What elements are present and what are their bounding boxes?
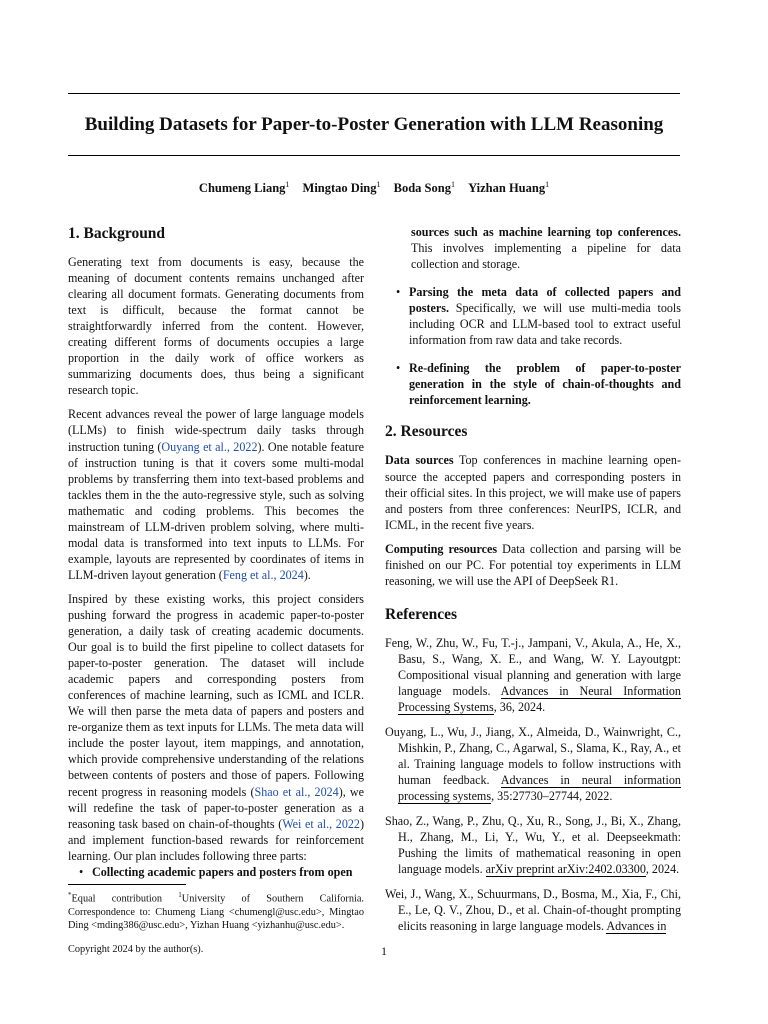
top-rule bbox=[68, 93, 680, 94]
reference-venue-link[interactable]: Advances in neural information processing systems bbox=[398, 772, 681, 803]
computing-resources-paragraph: Computing resources Data collection and parsing will be finished on our PC. For potential toy experiments in LLM reasoning, we will use the API of DeepSeek R1. bbox=[385, 541, 681, 588]
background-heading: 1. Background bbox=[68, 225, 166, 242]
author-name: Chumeng Liang$^1$ bbox=[198, 180, 290, 196]
citation-link[interactable]: Wei et al., 2022 bbox=[282, 816, 360, 831]
reference-entry: Wei, J., Wang, X., Schuurmans, D., Bosma, M., Xia, F., Chi, E., Le, Q. V., Zhou, D., et al. Chain-of-thought prompting elicits reasoning in large language models. Advances in bbox=[385, 886, 681, 933]
background-paragraph-1: Generating text from documents is easy, because the meaning of document contents remains unchanged after clearing all document formats. Generating documents from text is difficult, because the format cannot be straightforwardly inferred from the content. However, creating different forms of documents occupies a large proportion in the daily work of office workers as summarizing documents does, thus being a significant research topic. bbox=[68, 255, 364, 398]
reference-venue-link[interactable]: Advances in Neural Information Processing Systems bbox=[398, 683, 681, 714]
footnote: *Equal contribution $^1$University of Southern California. Correspondence to: Chumeng Liang <chumengl@usc.edu>, Mingtao Ding <mding386@usc.edu>, Yizhan Huang <yizhanhu@usc.edu>. bbox=[68, 890, 364, 932]
right-column bbox=[385, 224, 681, 943]
footnote-rule bbox=[68, 884, 186, 885]
resources-heading: 2. Resources bbox=[385, 423, 468, 441]
references-heading: References bbox=[385, 605, 458, 623]
citation-link[interactable]: Ouyang et al., 2022 bbox=[161, 439, 258, 454]
page-number: 1 bbox=[381, 944, 387, 958]
background-paragraph-3: Inspired by these existing works, this project considers pushing forward the progress in academic paper-to-poster generation, a daily task of creating academic documents. Our goal is to build the first pipeline to collect datasets for paper-to-poster generation. The dataset will include academic papers and corresponding posters from conferences of machine learning, such as ICML and ICLR. We will then parse the meta data of papers and posters and re-organize them as text inputs for LLMs. The meta data will include the poster layout, item mappings, and annotation, which provide comprehensive understanding of the relations between contents of posters and those of papers. Following recent progress in reasoning models (Shao et al., 2024), we will redefine the task of paper-to-poster generation as a reasoning task based on chain-of-thoughts (Wei et al., 2022) and implement function-based rewards for reinforcement learning. Our plan includes following three parts: bbox=[68, 591, 364, 863]
reference-venue-link[interactable]: Advances in bbox=[606, 918, 667, 933]
author-list bbox=[68, 180, 680, 196]
plan-item: • Parsing the meta data of collected papers and posters. Specifically, we will use multi-media tools including OCR and LLM-based tool to extract useful information from raw data and take records. bbox=[409, 284, 681, 348]
background-paragraph-2: Recent advances reveal the power of large language models (LLMs) to finish wide-spectrum daily tasks through instruction tuning (Ouyang et al., 2022). One notable feature of instruction tuning is that it covers some multi-modal problems by transferring them into text-based problems and tackles them in the the auto-regressive style, such as solving mathematic and coding problems. This becomes the mainstream of LLM-driven problem solving, where multi-modal data is transformed into text inputs to LLMs. For example, layouts are represented by coordinates of items in LLM-driven layout generation (Feng et al., 2024). bbox=[68, 407, 364, 582]
citation-link[interactable]: Shao et al., 2024 bbox=[254, 784, 339, 799]
reference-entry: Ouyang, L., Wu, J., Jiang, X., Almeida, D., Wainwright, C., Mishkin, P., Zhang, C., Agarwal, S., Slama, K., Ray, A., et al. Training language models to follow instructions with human feedback. Advances in neural information processing systems, 35:27730–27744, 2022. bbox=[385, 724, 681, 803]
citation-link[interactable]: Feng et al., 2024 bbox=[222, 567, 304, 582]
author-name: Yizhan Huang$^1$ bbox=[468, 180, 550, 196]
reference-entry: Shao, Z., Wang, P., Zhu, Q., Xu, R., Song, J., Bi, X., Zhang, H., Zhang, M., Li, Y., Wu, Y., et al. Deepseekmath: Pushing the limits of mathematical reasoning in open language models. arXiv preprint arXiv:2402.03300, 2024. bbox=[385, 813, 681, 876]
paper-title: Building Datasets for Paper-to-Poster Generation with LLM Reasoning bbox=[84, 114, 664, 135]
reference-entry: Feng, W., Zhu, W., Fu, T.-j., Jampani, V., Akula, A., He, X., Basu, S., Wang, X. E., and Wang, W. Y. Layoutgpt: Compositional visual planning and generation with large language models. Advances in Neural Information Processing Systems, 36, 2024. bbox=[385, 635, 681, 714]
title-bottom-rule bbox=[68, 155, 680, 156]
plan-list bbox=[68, 864, 364, 880]
plan-item-continued: sources such as machine learning top conferences. This involves implementing a pipeline for data collection and storage. bbox=[411, 225, 681, 272]
plan-list bbox=[385, 284, 681, 408]
reference-venue-link[interactable]: arXiv preprint arXiv:2402.03300 bbox=[485, 861, 646, 876]
author-name: Mingtao Ding$^1$ bbox=[302, 180, 381, 196]
data-sources-paragraph: Data sources Top conferences in machine learning open-source the accepted papers and corresponding posters in their official sites. In this project, we will make use of papers and posters from three conferences: NeurIPS, ICLR, and ICML, in the recent five years. bbox=[385, 453, 681, 532]
copyright-notice: Copyright 2024 by the author(s). bbox=[68, 944, 204, 956]
plan-item: • Collecting academic papers and posters from open bbox=[92, 864, 364, 880]
reference-list bbox=[385, 635, 681, 934]
plan-item: • Re-defining the problem of paper-to-poster generation in the style of chain-of-thoughts and reinforcement learning. bbox=[409, 360, 681, 408]
left-column bbox=[68, 224, 364, 957]
author-name: Boda Song$^1$ bbox=[393, 180, 455, 196]
